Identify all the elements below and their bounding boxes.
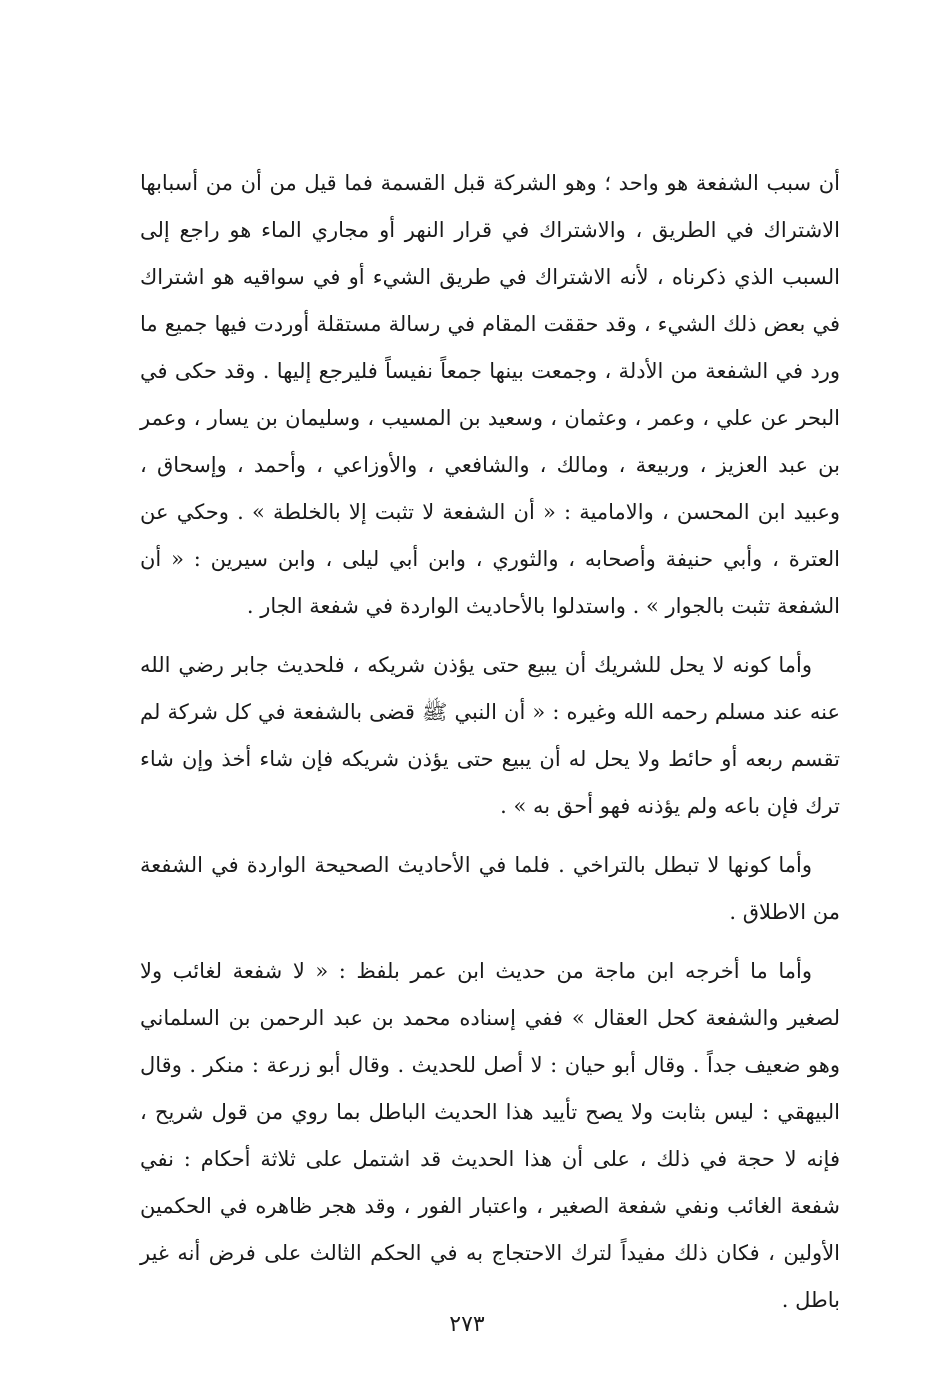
paragraph-4: وأما ما أخرجه ابن ماجة من حديث ابن عمر بلفظ : « لا شفعة لغائب ولا لصغير والشفعة كحل العقال » ففي إسناده محمد بن عبد الرحمن بن السلماني وهو ضعيف جداً . وقال أبو حيان : لا أصل للحديث . وقال أبو زرعة : منكر . وقال البيهقي : ليس بثابت ولا يصح تأييد هذا الحديث الباطل بما روي من قول شريح ، فإنه لا حجة في ذلك ، على أن هذا الحديث قد اشتمل على ثلاثة أحكام : نفي شفعة الغائب ونفي شفعة الصغير ، واعتبار الفور ، وقد هجر ظاهره في الحكمين الأولين ، فكان ذلك مفيداً لترك الاحتجاج به في الحكم الثالث على فرض أنه غير باطل . — [140, 959, 840, 1312]
page-number: ٢٧٣ — [449, 1312, 485, 1337]
body-text — [140, 160, 840, 1324]
paragraph-2: وأما كونه لا يحل للشريك أن يبيع حتى يؤذن شريكه ، فلحديث جابر رضي الله عنه عند مسلم رحمه الله وغيره : « أن النبي ﷺ قضى بالشفعة في كل شركة لم تقسم ربعه أو حائط ولا يحل له أن يبيع حتى يؤذن شريكه فإن شاء أخذ وإن شاء ترك فإن باعه ولم يؤذنه فهو أحق به » . — [140, 653, 840, 818]
paragraph-3: وأما كونها لا تبطل بالتراخي . فلما في الأحاديث الصحيحة الواردة في الشفعة من الاطلاق . — [140, 853, 840, 924]
paragraph-1: أن سبب الشفعة هو واحد ؛ وهو الشركة قبل القسمة فما قيل من أن من أسبابها الاشتراك في الطريق ، والاشتراك في قرار النهر أو مجاري الماء هو راجع إلى السبب الذي ذكرناه ، لأنه الاشتراك في طريق الشيء أو في سواقيه هو اشتراك في بعض ذلك الشيء ، وقد حققت المقام في رسالة مستقلة أوردت فيها جميع ما ورد في الشفعة من الأدلة ، وجمعت بينها جمعاً نفيساً فليرجع إليها . وقد حكى في البحر عن علي ، وعمر ، وعثمان ، وسعيد بن المسيب ، وسليمان بن يسار ، وعمر بن عبد العزيز ، وربيعة ، ومالك ، والشافعي ، والأوزاعي ، وأحمد ، وإسحاق ، وعبيد ابن المحسن ، والامامية : « أن الشفعة لا تثبت إلا بالخلطة » . وحكي عن العترة ، وأبي حنيفة وأصحابه ، والثوري ، وابن أبي ليلى ، وابن سيرين : « أن الشفعة تثبت بالجوار » . واستدلوا بالأحاديث الواردة في شفعة الجار . — [140, 171, 840, 618]
